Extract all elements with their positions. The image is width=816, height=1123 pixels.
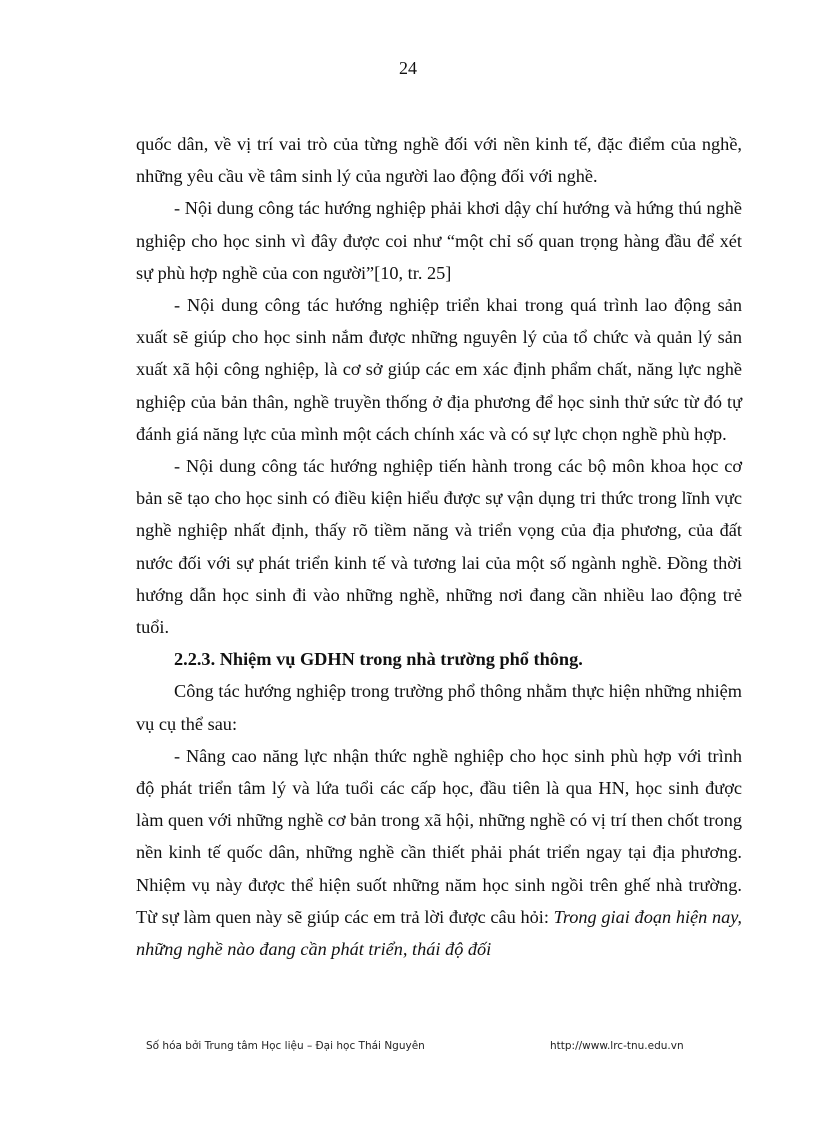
paragraph-bullet: - Nội dung công tác hướng nghiệp triển khai trong quá trình lao động sản xuất sẽ giúp cho học sinh nắm được những nguyên lý của tổ chức và quản lý sản xuất xã hội công nghiệp, là cơ sở giúp các em xác định phẩm chất, năng lực nghề nghiệp của bản thân, nghề truyền thống ở địa phương để học sinh thử sức từ đó tự đánh giá năng lực của mình một cách chính xác và có sự lực chọn nghề phù hợp. — [136, 295, 742, 444]
footer-source: Số hóa bởi Trung tâm Học liệu – Đại học Thái Nguyên — [146, 1040, 425, 1052]
footer-url: http://www.lrc-tnu.edu.vn — [550, 1040, 684, 1052]
body-text — [136, 128, 742, 965]
paragraph-continuation: quốc dân, về vị trí vai trò của từng nghề đối với nền kinh tế, đặc điểm của nghề, những yêu cầu về tâm sinh lý của người lao động đối với nghề. — [136, 134, 742, 187]
paragraph-italic-text: Trong giai đoạn hiện nay, những nghề nào đang cần phát triển, thái độ đối — [136, 906, 742, 960]
paragraph-bullet — [136, 740, 742, 965]
paragraph-intro: Công tác hướng nghiệp trong trường phổ thông nhằm thực hiện những nhiệm vụ cụ thể sau: — [136, 681, 742, 734]
paragraph-bullet: - Nội dung công tác hướng nghiệp tiến hành trong các bộ môn khoa học cơ bản sẽ tạo cho học sinh có điều kiện hiểu được sự vận dụng tri thức trong lĩnh vực nghề nghiệp nhất định, thấy rõ tiềm năng và triển vọng của địa phương, của đất nước đối với sự phát triển kinh tế và tương lai của một số ngành nghề. Đồng thời hướng dẫn học sinh đi vào những nghề, những nơi đang cần nhiều lao động trẻ tuổi. — [136, 456, 742, 638]
paragraph-bullet-text: - Nâng cao năng lực nhận thức nghề nghiệp cho học sinh phù hợp với trình độ phát triển tâm lý và lứa tuổi các cấp học, đầu tiên là qua HN, học sinh được làm quen với những nghề cơ bản trong xã hội, những nghề có vị trí then chốt trong nền kinh tế quốc dân, những nghề cần thiết phải phát triển ngay tại địa phương. Nhiệm vụ này được thể hiện suốt những năm học sinh ngồi trên ghế nhà trường. Từ sự làm quen này sẽ giúp các em trả lời được câu hỏi: — [136, 745, 742, 927]
paragraph-bullet: - Nội dung công tác hướng nghiệp phải khơi dậy chí hướng và hứng thú nghề nghiệp cho học sinh vì đây được coi như “một chỉ số quan trọng hàng đầu để xét sự phù hợp nghề của con người”[10, tr. 25] — [136, 198, 742, 283]
page-number: 24 — [399, 58, 417, 78]
section-heading: 2.2.3. Nhiệm vụ GDHN trong nhà trường phổ thông. — [174, 649, 583, 670]
